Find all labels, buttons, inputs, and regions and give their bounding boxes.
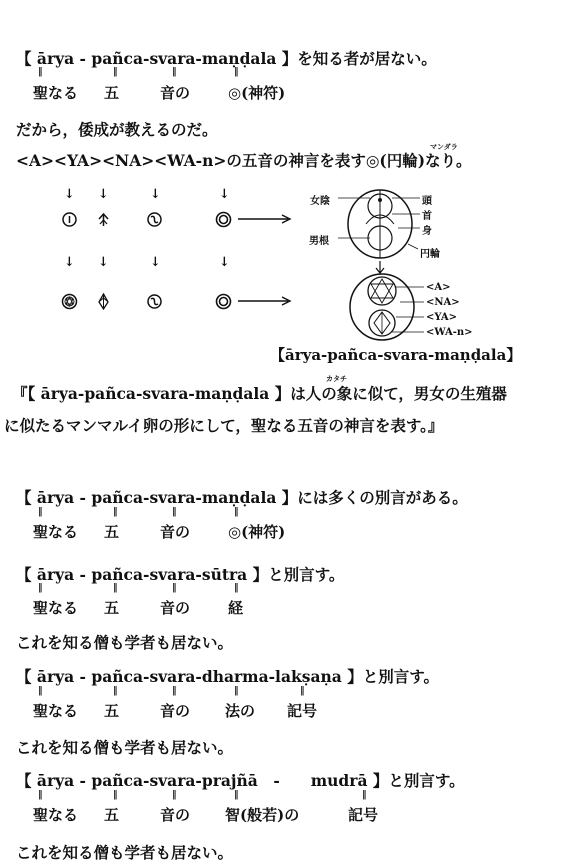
gloss-law: 法の (225, 702, 256, 720)
gloss-sign: 記号 (348, 806, 379, 824)
heading-line-3: 【 ārya - pañca-svara-sūtra 】と別言す。 (16, 565, 345, 584)
label-male: 男根 (309, 236, 329, 247)
gloss-five: 五 (104, 806, 120, 824)
right-arrow-icon (236, 211, 294, 227)
diagram-caption: 【ārya-pañca-svara-maṇḍala】 (270, 346, 522, 364)
gloss-tick: ‖ (38, 583, 43, 593)
gloss-tick: ‖ (234, 583, 239, 593)
wa-n-mandala-symbol-icon (215, 293, 232, 310)
heading-line-5: 【 ārya - pañca-svara-prajñā - mudrā 】と別言す。 (16, 771, 465, 790)
gloss-holy: 聖なる (33, 84, 79, 102)
down-arrow-icon: ↓ (150, 255, 161, 270)
gloss-sound: 音の (160, 806, 191, 824)
gloss-tick: ‖ (234, 790, 239, 800)
down-arrow-icon: ↓ (98, 255, 109, 270)
ya-symbol-icon (95, 211, 112, 228)
gloss-tick: ‖ (172, 507, 177, 517)
note-line-5: これを知る僧も学者も居ない。 (16, 843, 234, 862)
gloss-sutra: 経 (228, 599, 244, 617)
mandala-ruby: マンダラ (430, 142, 458, 151)
gloss-holy: 聖なる (33, 599, 79, 617)
quote-line-2: に似たるマンマルイ卵の形にして，聖なる五音の神言を表す。』 (4, 416, 444, 435)
a-symbol-icon (61, 211, 78, 228)
gloss-tick: ‖ (38, 790, 43, 800)
down-arrow-icon: ↓ (150, 187, 161, 202)
gloss-tick: ‖ (234, 67, 239, 77)
gloss-tick: ‖ (234, 507, 239, 517)
gloss-tick: ‖ (362, 790, 367, 800)
down-arrow-icon: ↓ (98, 187, 109, 202)
label-body: 身 (422, 226, 432, 237)
gloss-sound: 音の (160, 702, 191, 720)
gloss-tick: ‖ (300, 686, 305, 696)
katachi-ruby: カタチ (326, 374, 347, 383)
gloss-holy: 聖なる (33, 806, 79, 824)
gloss-five: 五 (104, 599, 120, 617)
quote-line-1: 『【 ārya-pañca-svara-maṇḍala 】は人の象に似て，男女の生殖器 (12, 384, 507, 403)
down-arrow-icon: ↓ (219, 255, 230, 270)
gloss-tick: ‖ (38, 507, 43, 517)
label-neck: 首 (422, 211, 432, 222)
na-symbol-icon (146, 211, 163, 228)
gloss-tick: ‖ (113, 583, 118, 593)
note-line-3: これを知る僧も学者も居ない。 (16, 633, 234, 652)
gloss-tick: ‖ (38, 686, 43, 696)
gloss-wisdom: 智(般若)の (225, 806, 300, 824)
text-line-3: <A><YA><NA><WA-n>の五音の神言を表す◎(円輪)なり。 (16, 151, 472, 170)
gloss-divine-symbol: ◎(神符) (228, 84, 286, 102)
label-wa-n: <WA-n> (426, 327, 473, 338)
gloss-sound: 音の (160, 523, 191, 541)
heading-line-2: 【 ārya - pañca-svara-maṇḍala 】には多くの別言がある。 (16, 488, 468, 507)
gloss-tick: ‖ (172, 790, 177, 800)
note-line-4: これを知る僧も学者も居ない。 (16, 738, 234, 757)
text-line-2: だから，倭成が教えるのだ。 (16, 120, 218, 139)
gloss-tick: ‖ (172, 583, 177, 593)
gloss-five: 五 (104, 84, 120, 102)
gloss-tick: ‖ (113, 507, 118, 517)
gloss-five: 五 (104, 702, 120, 720)
gloss-tick: ‖ (234, 686, 239, 696)
label-na: <NA> (426, 297, 460, 308)
gloss-tick: ‖ (113, 790, 118, 800)
ya-mandala-symbol-icon (95, 293, 112, 310)
label-ya: <YA> (426, 312, 458, 323)
label-head: 頭 (422, 196, 432, 207)
heading-line-4: 【 ārya - pañca-svara-dharma-lakṣaṇa 】と別言す。 (16, 667, 439, 686)
na-mandala-symbol-icon (146, 293, 163, 310)
gloss-holy: 聖なる (33, 702, 79, 720)
down-arrow-icon: ↓ (219, 187, 230, 202)
down-arrow-icon: ↓ (64, 187, 75, 202)
gloss-tick: ‖ (38, 67, 43, 77)
gloss-five: 五 (104, 523, 120, 541)
heading-line-1: 【 ārya - pañca-svara-maṇḍala 】を知る者が居ない。 (16, 49, 437, 68)
gloss-holy: 聖なる (33, 523, 79, 541)
a-mandala-symbol-icon (61, 293, 78, 310)
gloss-tick: ‖ (113, 686, 118, 696)
gloss-tick: ‖ (172, 67, 177, 77)
label-wheel: 円輪 (420, 249, 440, 260)
gloss-tick: ‖ (113, 67, 118, 77)
label-a: <A> (426, 282, 451, 293)
gloss-sound: 音の (160, 599, 191, 617)
gloss-tick: ‖ (172, 686, 177, 696)
right-arrow-icon (236, 293, 294, 309)
gloss-sign: 記号 (287, 702, 318, 720)
down-arrow-icon: ↓ (64, 255, 75, 270)
label-female: 女陰 (310, 196, 330, 207)
gloss-divine-symbol: ◎(神符) (228, 523, 286, 541)
gloss-sound: 音の (160, 84, 191, 102)
wa-n-symbol-icon (215, 211, 232, 228)
